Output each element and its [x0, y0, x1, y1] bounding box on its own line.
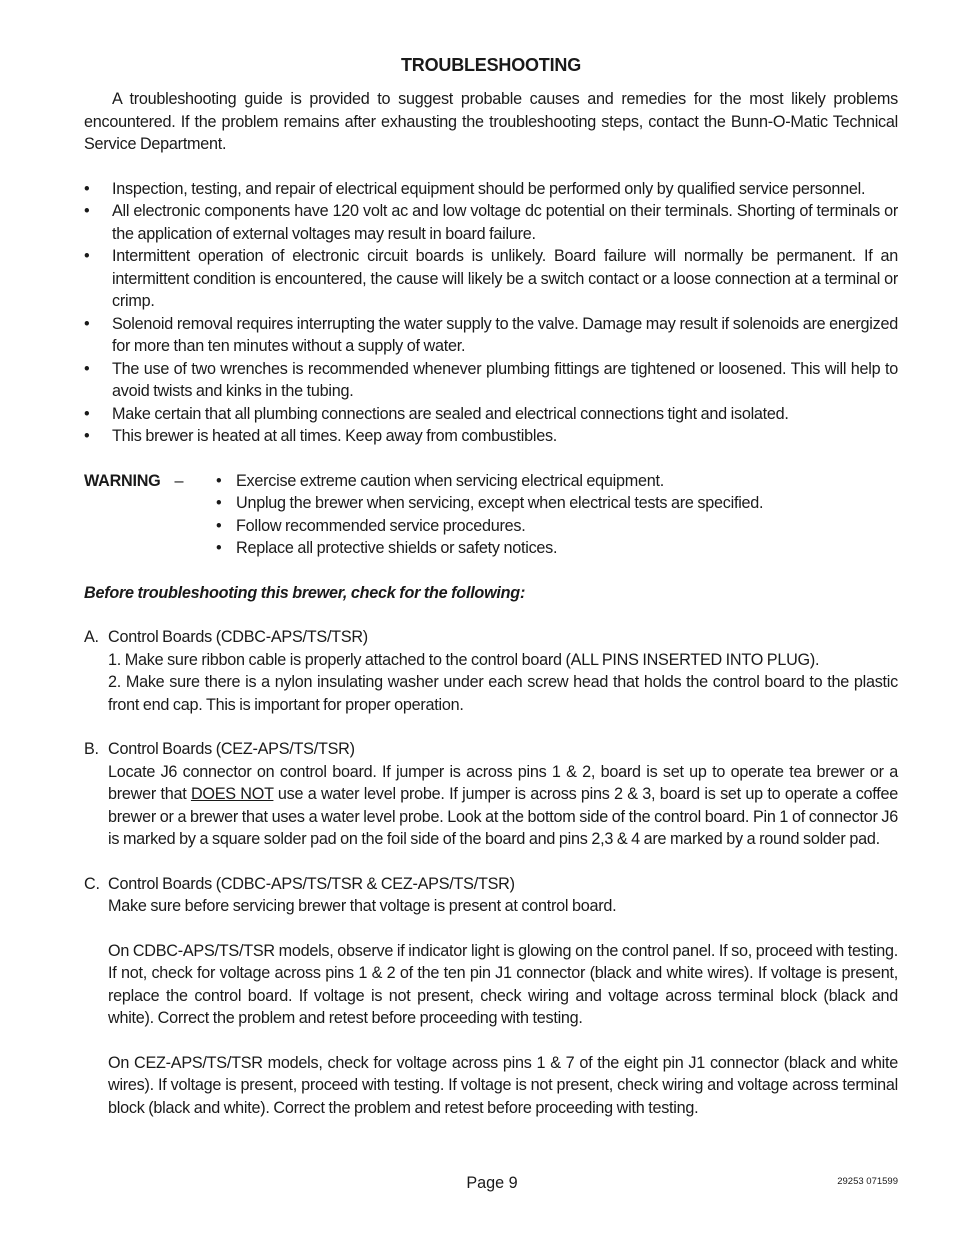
section-heading: [84, 626, 898, 649]
warning-label-text: WARNING: [84, 471, 161, 490]
section-paragraph: On CDBC-APS/TS/TSR models, observe if indicator light is glowing on the control panel. If so, proceed with testing. If not, check for voltage across pins 1 & 2 of the ten pin J1 connector (black and white wires). If voltage is present, replace the control board. If voltage is not present, check wiring and voltage across terminal block (black and white). Correct the problem and retest before proceeding with testing.: [108, 941, 898, 1027]
list-item: • Intermittent operation of electronic circuit boards is unlikely. Board failure will normally be permanent. If an intermittent condition is encountered, the cause will likely be a switch contact or a loose connection at a terminal or crimp.: [84, 245, 898, 313]
section-letter: A.: [84, 628, 99, 646]
paragraph-text: Locate J6 connector on control board. If jumper is across pins 1 & 2, board is set up to operate tea brewer or a brewer that: [108, 762, 898, 803]
list-item: • All electronic components have 120 volt ac and low voltage dc potential on their terminals. Shorting of terminals or the application of external voltages may result in board failure.: [84, 200, 898, 245]
list-item: • The use of two wrenches is recommended whenever plumbing fittings are tightened or loosened. This will help to avoid twists and kinks in the tubing.: [84, 358, 898, 403]
list-item: • Exercise extreme caution when servicing electrical equipment.: [216, 470, 763, 493]
section-heading: [84, 873, 898, 896]
section-a: [84, 626, 898, 716]
list-item: • Replace all protective shields or safety notices.: [216, 537, 763, 560]
section-body: [84, 895, 898, 1119]
list-item: • Solenoid removal requires interrupting the water supply to the valve. Damage may result if solenoids are energized for more than ten minutes without a supply of water.: [84, 313, 898, 358]
page-number: Page 9: [466, 1174, 518, 1192]
underlined-text: DOES NOT: [190, 785, 274, 803]
warning-list: [216, 470, 763, 560]
section-paragraph: Make sure before servicing brewer that voltage is present at control board.: [108, 897, 617, 915]
section-title: Control Boards (CEZ-APS/TS/TSR): [108, 740, 355, 758]
section-body: [84, 649, 898, 717]
section-letter: B.: [84, 740, 99, 758]
warning-block: [84, 470, 898, 560]
section-paragraph: [108, 761, 898, 851]
document-page: [84, 52, 898, 1141]
list-item: • Inspection, testing, and repair of electrical equipment should be performed only by qualified service personnel.: [84, 178, 898, 201]
section-heading: [84, 738, 898, 761]
intro-paragraph: A troubleshooting guide is provided to suggest probable causes and remedies for the most likely problems encountered. If the problem remains after exhausting the troubleshooting steps, contact the Bunn-O-Matic Technical Service Department.: [84, 90, 898, 153]
list-item: • Follow recommended service procedures.: [216, 515, 763, 538]
warning-label: [84, 470, 216, 560]
section-b: [84, 738, 898, 851]
warning-dash: –: [174, 471, 184, 490]
list-item: • Unplug the brewer when servicing, except when electrical tests are specified.: [216, 492, 763, 515]
safety-bullet-list: [84, 178, 898, 448]
check-heading: Before troubleshooting this brewer, check for the following:: [84, 583, 526, 602]
paragraph-text: use a water level probe. If jumper is across pins 2 & 3, board is set up to operate a coffee brewer or a brewer that uses a water level probe. Look at the bottom side of the control board. Pin 1 of connector J6 is marked by a square solder pad on the foil side of the board and pins 2,3 & 4 are marked by a round solder pad.: [108, 785, 899, 848]
section-c: [84, 873, 898, 1120]
document-code: 29253 071599: [837, 1176, 898, 1187]
page-title: TROUBLESHOOTING: [401, 55, 581, 75]
list-item: • This brewer is heated at all times. Keep away from combustibles.: [84, 425, 898, 448]
section-paragraph: On CEZ-APS/TS/TSR models, check for voltage across pins 1 & 7 of the eight pin J1 connector (black and white wires). If voltage is present, proceed with testing. If voltage is not present, check wiring and voltage across terminal block (black and white). Correct the problem and retest before proceeding with testing.: [108, 1053, 898, 1117]
list-item: • Make certain that all plumbing connections are sealed and electrical connections tight and isolated.: [84, 403, 898, 426]
section-title: Control Boards (CDBC-APS/TS/TSR & CEZ-APS/TS/TSR): [108, 874, 515, 893]
section-paragraph: 1. Make sure ribbon cable is properly attached to the control board (ALL PINS INSERTED INTO PLUG).: [108, 650, 820, 669]
section-paragraph: 2. Make sure there is a nylon insulating washer under each screw head that holds the control board to the plastic front end cap. This is important for proper operation.: [108, 673, 898, 714]
section-title: Control Boards (CDBC-APS/TS/TSR): [108, 628, 368, 646]
section-body: [84, 761, 898, 851]
section-letter: C.: [84, 874, 100, 893]
